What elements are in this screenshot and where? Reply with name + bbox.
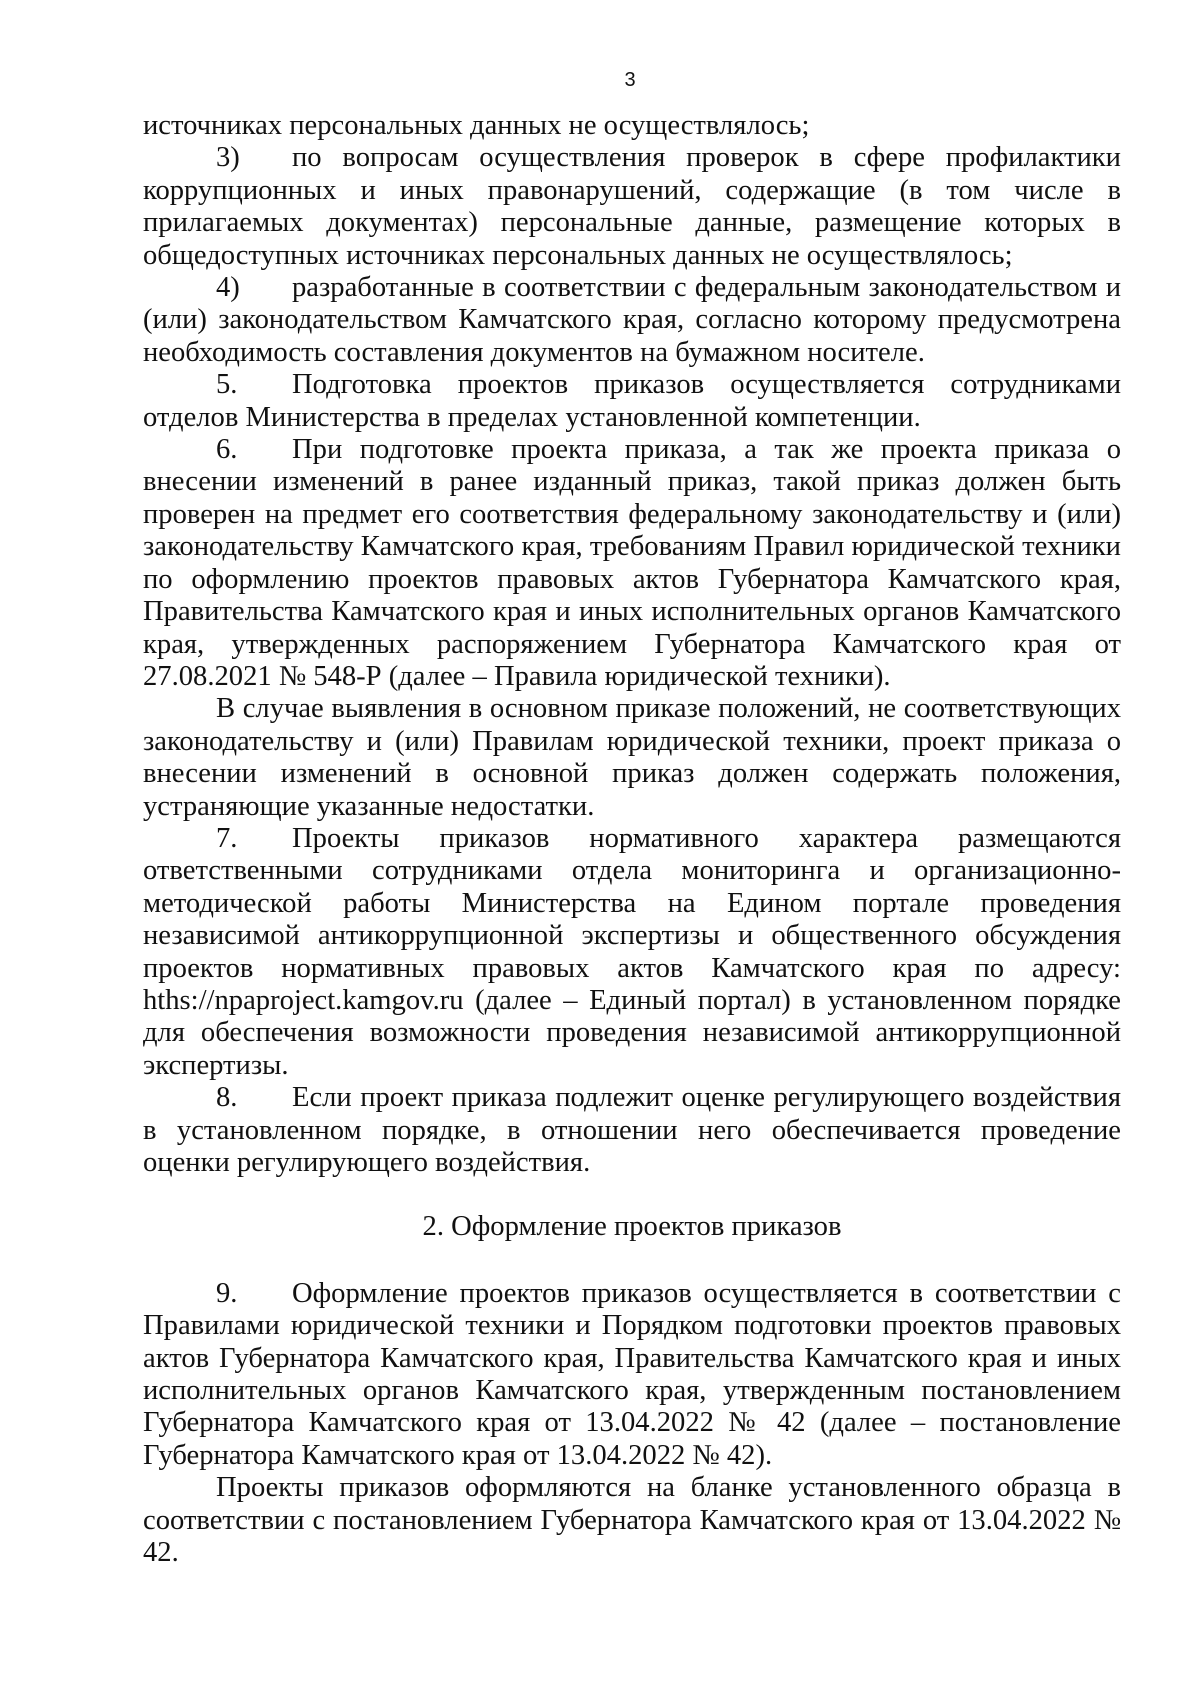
paragraph-number: 8. [216,1082,238,1114]
paragraph-text: Если проект приказа подлежит оценке регулирующего воздействия в установленном порядке, в отношении него обеспечивается проведение оценки регулирующего воздействия. [143,1082,1121,1178]
paragraph [143,434,1121,693]
paragraph [143,823,1121,1082]
paragraph-number: 6. [216,434,238,466]
paragraph-number: 5. [216,369,238,401]
paragraph-text: по вопросам осуществления проверок в сфере профилактики коррупционных и иных правонарушений, содержащие (в том числе в прилагаемых документах) персональные данные, размещение которых в общедоступных источниках персональных данных не осуществлялось; [143,142,1121,271]
paragraph-text: Проекты приказов нормативного характера размещаются ответственными сотрудниками отдела мониторинга и организационно-методической работы Министерства на Едином портале проведения независимой антикоррупционной экспертизы и общественного обсуждения проектов нормативных правовых актов Камчатского края по адресу: hths://npaproject.kamgov.ru (далее – Единый портал) в установленном порядке для обеспечения возможности проведения независимой антикоррупционной экспертизы. [143,822,1121,1081]
paragraph-text: При подготовке проекта приказа, а так же проекта приказа о внесении изменений в ранее изданный приказ, такой приказ должен быть проверен на предмет его соответствия федеральному законодательству и (или) законодательству Камчатского края, требованиям Правил юридической техники по оформлению проектов правовых актов Губернатора Камчатского края, Правительства Камчатского края и иных исполнительных органов Камчатского края, утвержденных распоряжением Губернатора Камчатского края от 27.08.2021 № 548-Р (далее – Правила юридической техники). [143,434,1121,692]
paragraph [143,1278,1121,1472]
paragraph [143,369,1121,434]
paragraph [143,272,1121,369]
paragraph-text: Подготовка проектов приказов осуществляется сотрудниками отделов Министерства в пределах установленной компетенции. [143,369,1121,433]
paragraph-number: 4) [216,272,240,304]
paragraph-number: 7. [216,822,238,854]
paragraph [143,110,1121,142]
page-number: 3 [624,69,636,91]
paragraph [143,1082,1121,1179]
paragraphs-part1 [143,110,1121,1179]
paragraph-text: В случае выявления в основном приказе положений, не соответствующих законодательству и (или) Правилам юридической техники, проект приказа о внесении изменений в основной приказ должен содержать положения, устраняющие указанные недостатки. [143,693,1121,822]
document-body [143,110,1121,1569]
paragraph-text: источниках персональных данных не осуществлялось; [143,110,810,141]
paragraph [143,693,1121,823]
paragraphs-part2 [143,1278,1121,1570]
section-heading: 2. Оформление проектов приказов [422,1211,842,1243]
paragraph [143,142,1121,272]
paragraph-number: 9. [216,1277,238,1309]
paragraph-text: Проекты приказов оформляются на бланке установленного образца в соответствии с постановлением Губернатора Камчатского края от 13.04.2022 № 42. [143,1472,1121,1569]
paragraph [143,1472,1121,1569]
paragraph-text: разработанные в соответствии с федеральным законодательством и (или) законодательством Камчатского края, согласно которому предусмотрена необходимость составления документов на бумажном носителе. [143,272,1121,368]
paragraph-text: Оформление проектов приказов осуществляется в соответствии с Правилами юридической техники и Порядком подготовки проектов правовых актов Губернатора Камчатского края, Правительства Камчатского края и иных исполнительных органов Камчатского края, утвержденным постановлением Губернатора Камчатского края от 13.04.2022 № 42 (далее – постановление Губернатора Камчатского края от 13.04.2022 № 42). [143,1277,1121,1471]
paragraph-number: 3) [216,142,240,174]
